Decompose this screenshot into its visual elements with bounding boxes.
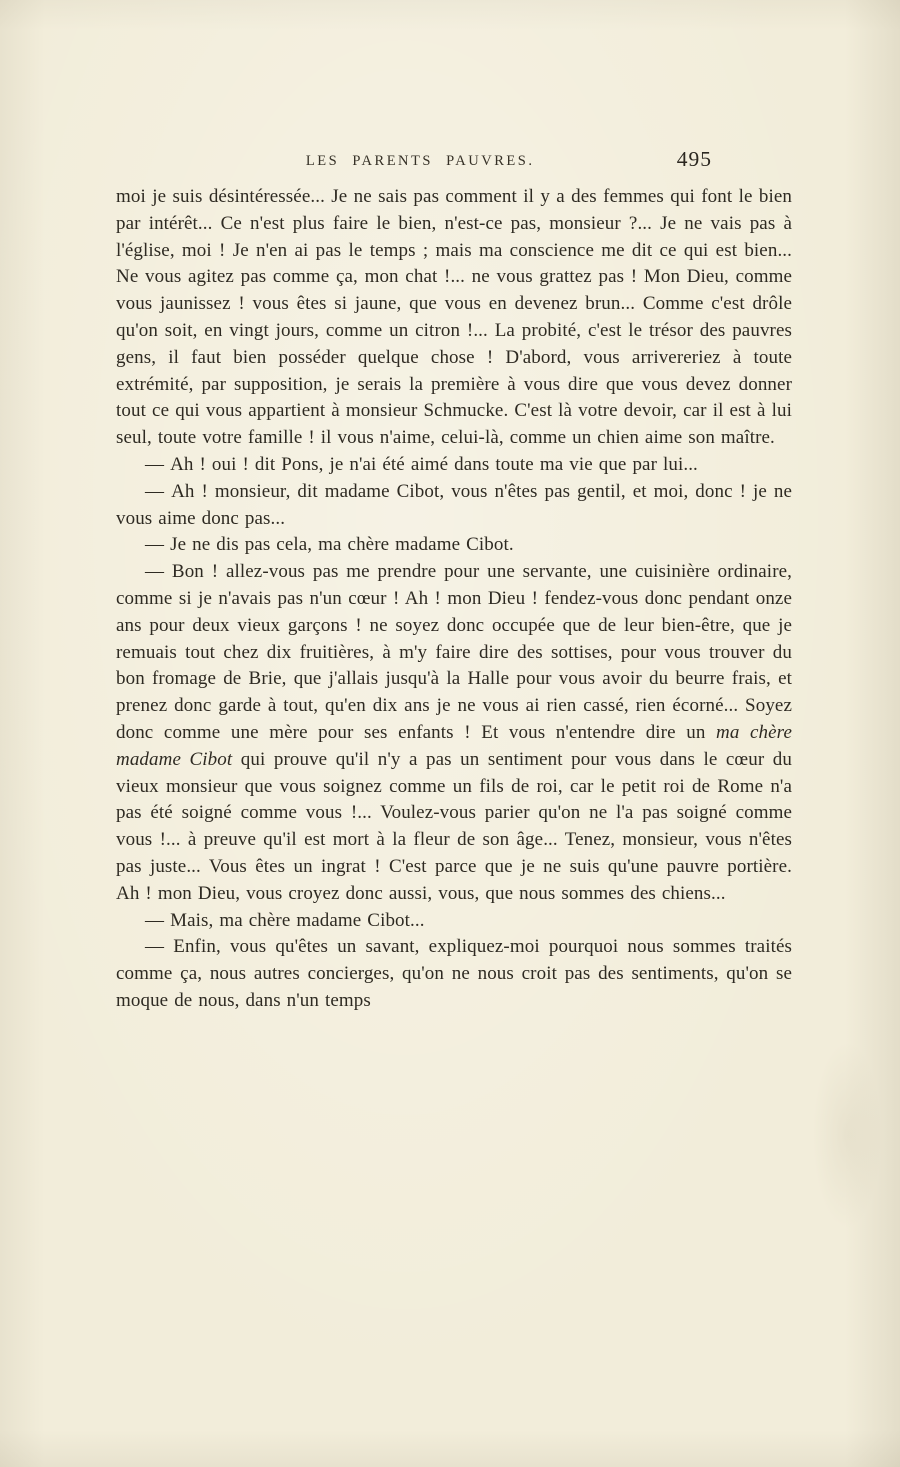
running-title: LES PARENTS PAUVRES. [305, 153, 535, 169]
paragraph [116, 532, 792, 559]
text-segment: — Je ne dis pas cela, ma chère madame Cibot. [145, 534, 514, 556]
page-body [116, 184, 792, 1015]
page-number: 495 [676, 147, 712, 171]
text-segment: — Enfin, vous qu'êtes un savant, expliquez-moi pourquoi nous sommes traités comme ça, nous autres concierges, qu'on ne nous croit pas des sentiments, qu'on se moque de nous, dans n'un temps [116, 936, 792, 1011]
text-segment: moi je suis désintéressée... Je ne sais pas comment il y a des femmes qui font le bien par intérêt... Ce n'est plus faire le bien, n'est-ce pas, monsieur ?... Je ne vais pas à l'église, moi ! Je n'en ai pas le temps ; mais ma conscience me dit ce qui est bien... Ne vous agitez pas comme ça, mon chat !... ne vous grattez pas ! Mon Dieu, comme vous jaunissez ! vous êtes si jaune, que vous en devenez brun... Comme c'est drôle qu'on soit, en vingt jours, comme un citron !... La probité, c'est le trésor des pauvres gens, il faut bien posséder quelque chose ! D'abord, vous arrivereriez à toute extrémité, par supposition, je serais la première à vous dire que vous devez donner tout ce qui vous appartient à monsieur Schmucke. C'est là votre devoir, car il est à lui seul, toute votre famille ! il vous n'aime, celui-là, comme un chien aime son maître. [116, 186, 792, 449]
text-segment-italic: ma chère madame Cibot [116, 721, 792, 770]
page-header [116, 147, 792, 177]
paragraph [116, 479, 792, 533]
paragraph [116, 559, 792, 907]
paragraph [116, 908, 792, 935]
text-segment: — Bon ! allez-vous pas me prendre pour une servante, une cuisinière ordinaire, comme si je n'avais pas n'un cœur ! Ah ! mon Dieu ! fendez-vous donc pendant onze ans pour deux vieux garçons ! ne soyez donc occupée que de leur bien-être, que je remuais tout chez dix fruitières, à m'y faire dire des sottises, pour vous trouver du bon fromage de Brie, que j'allais jusqu'à la Halle pour vous avoir du beurre frais, et prenez donc garde à tout, qu'en dix ans je ne vous ai rien cassé, rien écorné... Soyez donc comme une mère pour ses enfants ! Et vous n'entendre dire un [116, 561, 792, 743]
paragraph [116, 184, 792, 452]
text-segment: — Ah ! monsieur, dit madame Cibot, vous n'êtes pas gentil, et moi, donc ! je ne vous aime donc pas... [116, 480, 792, 529]
text-segment: — Mais, ma chère madame Cibot... [145, 909, 425, 931]
paper-stain [812, 1040, 882, 1230]
paragraph [116, 452, 792, 479]
text-segment: qui prouve qu'il n'y a pas un sentiment pour vous dans le cœur du vieux monsieur que vous soignez comme un fils de roi, car le petit roi de Rome n'a pas été soigné comme vous !... Voulez-vous parier qu'on ne l'a pas soigné comme vous !... à preuve qu'il est mort à la fleur de son âge... Tenez, monsieur, vous n'êtes pas juste... Vous êtes un ingrat ! C'est parce que je ne suis qu'une pauvre portière. Ah ! mon Dieu, vous croyez donc aussi, vous, que nous sommes des chiens... [116, 748, 792, 904]
text-segment: — Ah ! oui ! dit Pons, je n'ai été aimé dans toute ma vie que par lui... [145, 453, 698, 475]
paragraph [116, 934, 792, 1014]
